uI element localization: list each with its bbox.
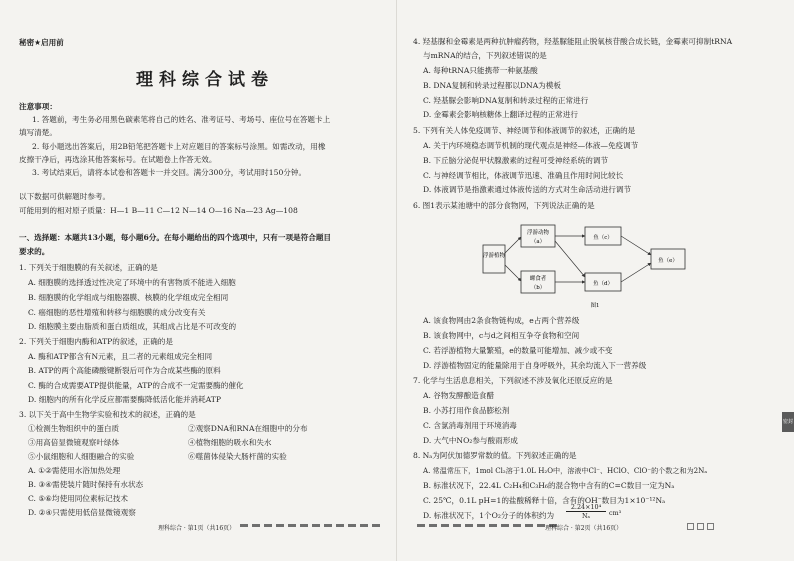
arrow: [505, 237, 521, 253]
section-heading: 一、选择题：本题共13小题，每小题6分。在每小题给出的四个选项中，只有一项是符合题目: [19, 233, 332, 242]
diagram-caption: 图1: [590, 303, 600, 309]
question-line: 6. 图1表示某池塘中的部分食物网，下列说法正确的是: [413, 201, 595, 210]
option-line: A. 关于内环境稳态调节机制的现代观点是神经—体液—免疫调节: [423, 141, 639, 150]
section-heading: 要求的。: [19, 247, 50, 256]
option-line: B. 小苏打用作食品膨松剂: [423, 406, 510, 415]
option-line: C. 与神经调节相比，体液调节迅速、准确且作用时间比较长: [423, 171, 624, 180]
arrow: [621, 263, 651, 282]
fraction: [566, 503, 606, 520]
timing-marks: [240, 524, 380, 527]
option-line: A. ①②需使用水浴加热处理: [28, 466, 121, 475]
option-line: C. 含氯消毒剂用于环境消毒: [423, 421, 517, 430]
page-title: 理科综合试卷: [136, 70, 274, 90]
data-note: 以下数据可供解题时参考。: [19, 192, 111, 201]
q3-item: ④植物细胞的吸水和失水: [188, 438, 272, 447]
option-line: C. 酶的合成需要ATP提供能量，ATP的合成不一定需要酶的催化: [28, 381, 244, 390]
node-phytoplankton-label: 浮游植物: [482, 253, 506, 259]
question-line: 5. 下列有关人体免疫调节、神经调节和体液调节的叙述，正确的是: [413, 126, 636, 135]
option-line: B. 细胞膜的化学组成与细胞器膜、核膜的化学组成完全相同: [28, 293, 229, 302]
notice-line: 2. 每小题选出答案后，用2B铅笔把答题卡上对应题目的答案标号涂黑。如需改动，用橡: [32, 142, 326, 151]
notice-line: 1. 答题前，考生务必用黑色碳素笔将自己的姓名、准考证号、考场号、座位号在答题卡上: [32, 115, 331, 124]
notice-line: 3. 考试结束后，请将本试卷和答题卡一并交回。满分300分，考试用时150分钟。: [32, 168, 307, 177]
option-line: C. 癌细胞的恶性增殖和转移与细胞膜的成分改变有关: [28, 308, 206, 317]
fraction-denominator: Nₐ: [581, 512, 591, 520]
side-tab: 密封: [782, 412, 794, 432]
option-line: A. 常温常压下，1mol Cl₂溶于1.0L H₂O中，溶液中Cl⁻、HClO、ClO⁻的个数之和为2Nₐ: [423, 466, 708, 475]
option-line: B. 该食物网中，c与d之间相互争夺食物和空间: [423, 331, 580, 340]
secret-label: 秘密★启用前: [19, 38, 64, 47]
arrow: [555, 241, 585, 277]
option-line: B. ③④需使装片随时保持有水状态: [28, 480, 144, 489]
page-footer: 理科综合 · 第1页（共16页）: [158, 525, 236, 532]
notice-line: 皮擦干净后，再选涂其他答案标号。在试题卷上作答无效。: [19, 155, 217, 164]
option-line: A. 谷物发酵酿造食醋: [423, 391, 495, 400]
option-line: C. ⑤⑥均使用同位素标记技术: [28, 494, 128, 503]
node-snail-eater-tag: （b）: [530, 285, 546, 291]
option-line: D. 细胞内的所有化学反应都需要酶降低活化能并消耗ATP: [28, 395, 221, 404]
question-line: 2. 下列关于细胞内酶和ATP的叙述，正确的是: [19, 337, 173, 346]
option-line: D. 大气中NO₂参与酸雨形成: [423, 436, 518, 445]
option-line: B. 标准状况下，22.4L C₂H₄和C₃H₆的混合物中含有的C=C数目一定为Nₐ: [423, 481, 675, 490]
q3-item: ②观察DNA和RNA在细胞中的分布: [188, 424, 308, 433]
option-line: D. ②④只需使用低倍显微镜观察: [28, 508, 136, 517]
option-line: C. 羟基脲会影响DNA复制和转录过程的正常进行: [423, 96, 589, 105]
food-web-diagram: [481, 217, 709, 312]
page-right: [397, 0, 794, 561]
node-phytoplankton: [483, 245, 505, 273]
option-line: A. 每种tRNA只能携带一种氨基酸: [423, 66, 538, 75]
arrow: [505, 265, 521, 281]
option-line: C. 若浮游植物大量繁殖，e的数量可能增加、减少或不变: [423, 346, 613, 355]
fraction-unit: cm³: [609, 509, 622, 517]
q3-item: ③用高倍显微镜观察叶绿体: [28, 438, 120, 447]
question-line: 7. 化学与生活息息相关，下列叙述不涉及氧化还原反应的是: [413, 376, 613, 385]
question-line: 8. Nₐ为阿伏加德罗常数的值。下列叙述正确的是: [413, 451, 577, 460]
node-snail-eater-label: 螺食者: [529, 276, 547, 282]
arrow: [621, 236, 651, 255]
option-line: A. 细胞膜的选择透过性决定了环境中的有害物质不能进入细胞: [28, 278, 236, 287]
option-line: A. 该食物网由2条食物链构成，e占两个营养级: [423, 316, 580, 325]
option-line: D. 标准状况下，1个O₂分子的体积约为: [423, 511, 555, 520]
q3-item: ⑤小鼠细胞和人细胞融合的实验: [28, 452, 135, 461]
timing-marks: [417, 524, 557, 527]
registration-marks: [687, 523, 714, 530]
node-fish-d-label: 鱼（d）: [592, 281, 614, 287]
question-line: 4. 羟基脲和金霉素是两种抗肿瘤药物，羟基脲能阻止脱氧核苷酸合成长链，金霉素可抑制tRNA: [413, 37, 733, 46]
option-line: D. 金霉素会影响核糖体上翻译过程的正常进行: [423, 110, 578, 119]
atomic-mass-line: 可能用到的相对原子质量：H—1 B—11 C—12 N—14 O—16 Na—23 Ag—108: [19, 206, 298, 215]
question-line: 与mRNA的结合，下列叙述错误的是: [423, 51, 547, 60]
option-line: B. ATP的两个高能磷酸键断裂后可作为合成某些酶的原料: [28, 366, 221, 375]
notice-line: 填写清楚。: [19, 128, 57, 137]
option-line: B. 下丘脑分泌促甲状腺激素的过程可受神经系统的调节: [423, 156, 609, 165]
option-line: D. 浮游植物固定的能量除用于自身呼吸外，其余均流入下一营养级: [423, 361, 647, 370]
q3-item: ⑥噬菌体侵染大肠杆菌的实验: [188, 452, 287, 461]
node-fish-c-label: 鱼（c）: [593, 235, 613, 241]
option-line: D. 细胞膜主要由脂质和蛋白质组成，其组成占比是不可改变的: [28, 322, 237, 331]
node-fish-e-label: 鱼（e）: [658, 258, 678, 264]
page-footer: 理科综合 · 第2页（共16页）: [545, 525, 623, 532]
fraction-numerator: 2.24×10⁴: [566, 503, 606, 512]
node-zooplankton-tag: （a）: [530, 239, 546, 245]
q3-item: ①检测生物组织中的蛋白质: [28, 424, 120, 433]
node-zooplankton-label: 浮游动物: [526, 230, 550, 236]
question-line: 3. 以下关于高中生物学实验和技术的叙述，正确的是: [19, 410, 196, 419]
option-line: C. 25℃，0.1L pH=1的盐酸稀释十倍，含有的OH⁻数目为1×10⁻¹²Nₐ: [423, 496, 666, 505]
option-line: D. 体液调节是指激素通过体液传送的方式对生命活动进行调节: [423, 185, 632, 194]
option-line: A. 酶和ATP都含有N元素，且二者的元素组成完全相同: [28, 352, 213, 361]
notice-title: 注意事项：: [19, 102, 57, 111]
option-line: B. DNA复制和转录过程都以DNA为模板: [423, 81, 561, 90]
question-line: 1. 下列关于细胞膜的有关叙述，正确的是: [19, 263, 158, 272]
